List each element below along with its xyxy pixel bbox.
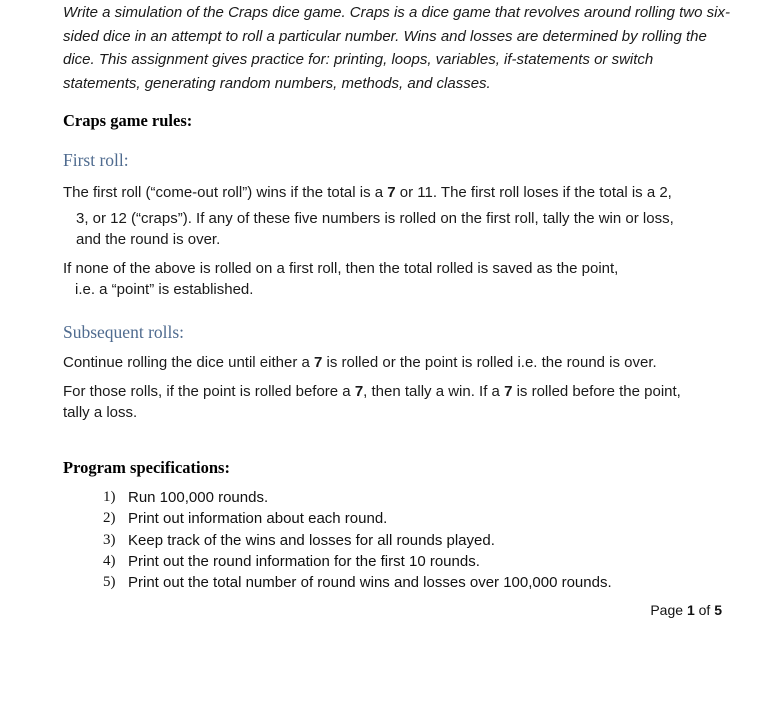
list-item-text: Print out information about each round. (128, 510, 388, 528)
list-item-number: 3) (103, 531, 116, 548)
spec-list (103, 487, 612, 593)
of-word: of (698, 602, 711, 618)
first-roll-paragraph-1 (63, 180, 743, 250)
subsequent2-text-f: tally a loss. (63, 404, 138, 421)
list-item-number: 5) (103, 574, 116, 591)
point-text-a: If none of the above is rolled on a first roll, then the total rolled is saved as the point, (63, 260, 619, 277)
list-item-number: 1) (103, 489, 116, 505)
subsequent2-text-e: is rolled before the point, (512, 383, 681, 400)
intro-paragraph: Write a simulation of the Craps dice game. Craps is a dice game that revolves around rolling two six-sided dice in an attempt to roll a particular number. Wins and losses are determined by rolling the dice. This assignment gives practice for: printing, loops, variables, if-statements or switch statements, generating random numbers, methods, and classes. (63, 4, 730, 92)
list-item (103, 508, 612, 529)
subsequent-paragraph-1 (63, 352, 743, 373)
first-roll-text-a: The first roll (“come-out roll”) wins if the total is a (63, 184, 388, 201)
list-item-text: Print out the total number of round wins and losses over 100,000 rounds. (128, 574, 612, 592)
total-pages: 5 (714, 602, 722, 618)
first-roll-heading: First roll: (63, 150, 129, 170)
point-text-b: i.e. a “point” is established. (75, 281, 254, 298)
first-roll-text-d: 3, or 12 (“craps”). If any of these five numbers is rolled on the first roll, tally the win or loss, (76, 210, 674, 227)
first-roll-paragraph-2 (63, 258, 743, 300)
list-item (103, 487, 612, 508)
subsequent2-seven-2: 7 (504, 383, 513, 400)
subsequent-text-a: Continue rolling the dice until either a (63, 354, 314, 371)
rules-heading: Craps game rules: (63, 111, 193, 130)
subsequent-text-c: is rolled or the point is rolled i.e. the round is over. (322, 354, 657, 371)
list-item-text: Print out the round information for the first 10 rounds. (128, 552, 480, 570)
list-item (103, 572, 612, 593)
list-item-text: Run 100,000 rounds. (128, 489, 269, 506)
page-number (650, 602, 722, 618)
first-roll-seven: 7 (387, 184, 396, 201)
current-page: 1 (686, 602, 695, 618)
first-roll-text-c: or 11. The first roll loses if the total is a 2, (395, 184, 672, 201)
first-roll-text-e: and the round is over. (76, 231, 221, 248)
list-item (103, 551, 612, 572)
spec-heading: Program specifications: (63, 458, 230, 477)
list-item-text: Keep track of the wins and losses for all rounds played. (128, 531, 495, 549)
list-item-number: 4) (103, 552, 116, 569)
subsequent-rolls-heading: Subsequent rolls: (63, 322, 185, 342)
subsequent2-text-a: For those rolls, if the point is rolled before a (63, 383, 355, 400)
subsequent-seven: 7 (314, 354, 323, 371)
subsequent2-text-c: , then tally a win. If a (363, 383, 505, 400)
subsequent-paragraph-2 (63, 381, 743, 423)
list-item (103, 530, 612, 551)
subsequent2-seven-1: 7 (354, 383, 364, 400)
page-word: Page (650, 602, 684, 618)
list-item-number: 2) (103, 510, 116, 527)
